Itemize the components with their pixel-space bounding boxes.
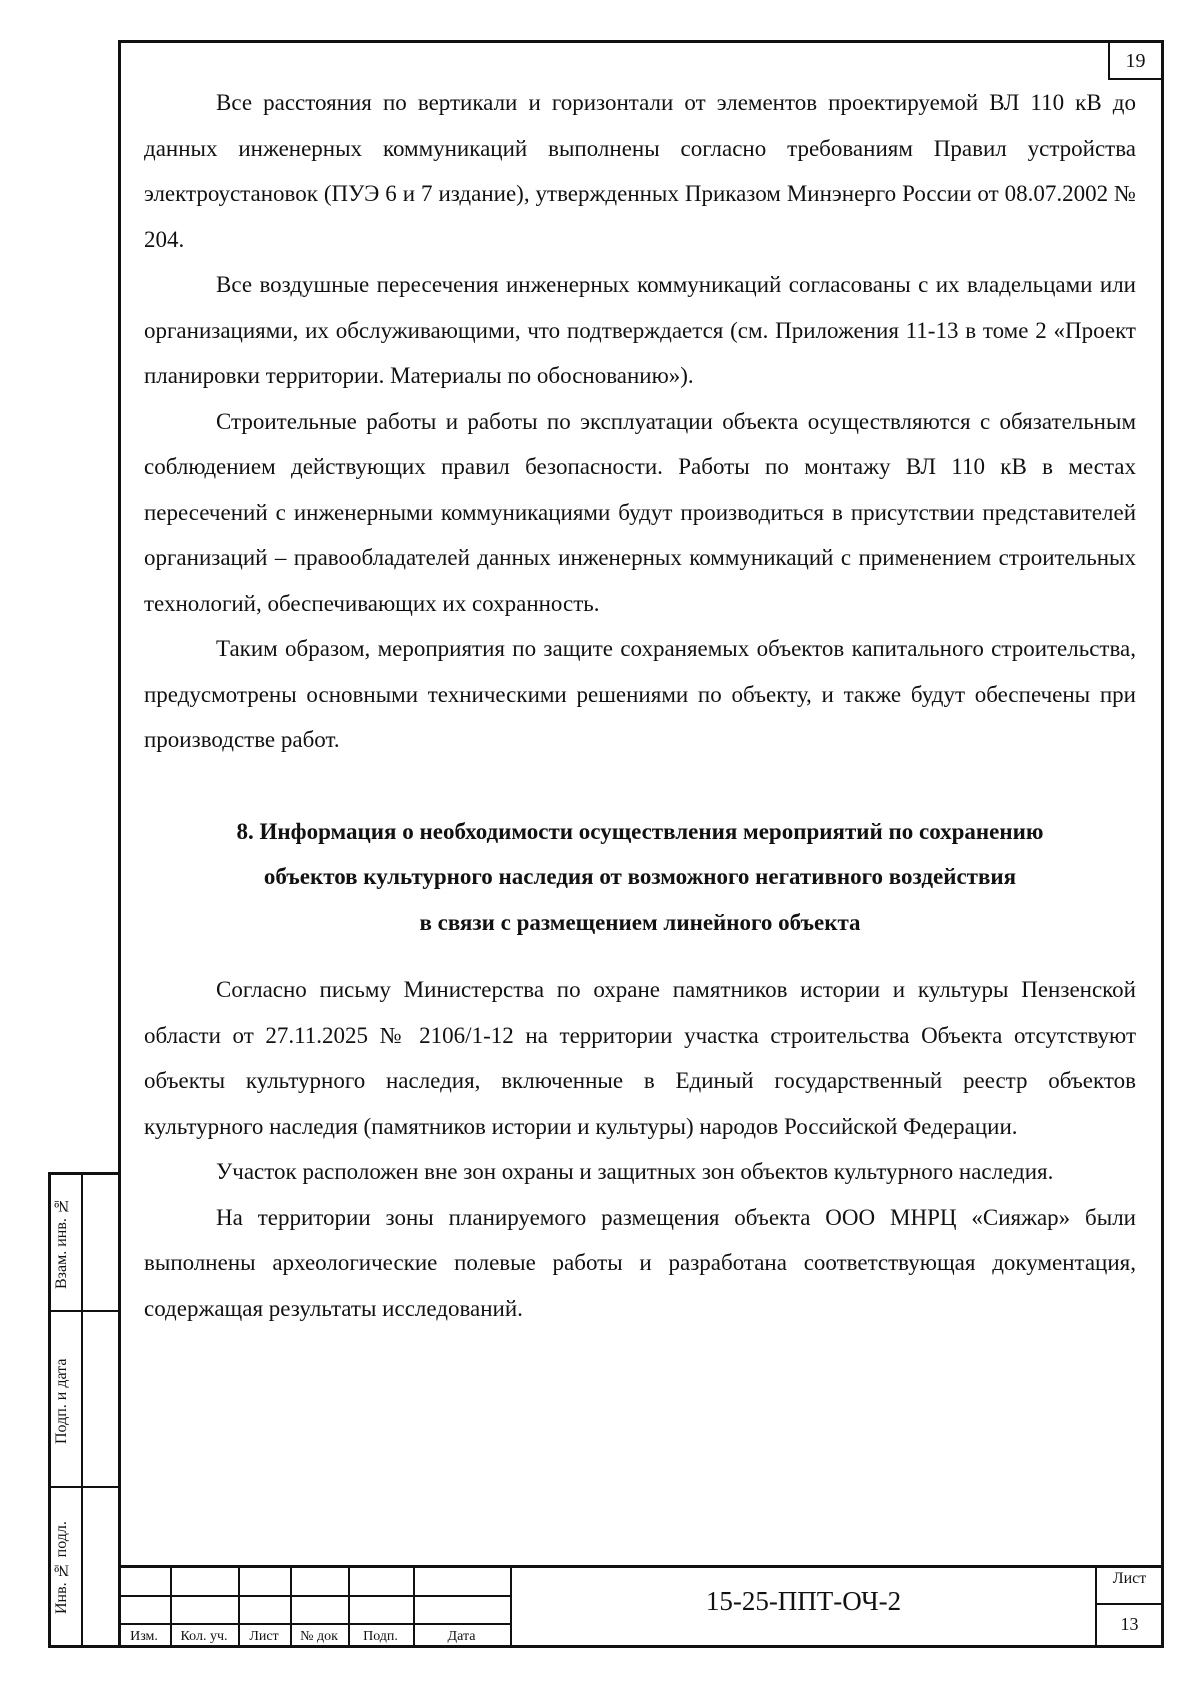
paragraph: Таким образом, мероприятия по защите сохраняемых объектов капитального строительства, предусмотрены основными техническими решениями по объекту, и также будут обеспечены при производстве работ. (144, 636, 1136, 752)
list-label: Лист (249, 1629, 279, 1644)
title-block-line (118, 1595, 512, 1597)
section-heading-line: объектов культурного наследия от возможного негативного воздействия (263, 864, 1017, 889)
title-block (118, 1565, 1164, 1648)
paragraph: На территории зоны планируемого размещения объекта ООО МНРЦ «Сияжар» были выполнены археологические полевые работы и разработана соответствующая документация, содержащая результаты исследований. (144, 1204, 1136, 1321)
title-block-line (1095, 1603, 1164, 1605)
podp-data-label: Подп. и дата (53, 1358, 70, 1444)
section-heading-line: в связи с размещением линейного объекта (419, 909, 861, 935)
izm-label: Изм. (130, 1629, 158, 1644)
document-code: 15-25-ППТ-ОЧ-2 (705, 1586, 902, 1616)
paragraph: Все воздушные пересечения инженерных коммуникаций согласованы с их владельцами или организациями, их обслуживающими, что подтверждается (см. Приложения 11-13 в томе 2 «Проект планировки территории. Материалы по обоснованию»). (144, 272, 1136, 388)
page-number: 19 (1108, 40, 1164, 80)
sheet-label: Лист (1112, 1570, 1147, 1587)
vzam-inv-label: Взам. инв. № (53, 1197, 70, 1290)
side-stamp (48, 1172, 118, 1648)
paragraph: Участок расположен вне зон охраны и защитных зон объектов культурного наследия. (216, 1159, 1054, 1184)
title-block-line (118, 1623, 512, 1625)
paragraph: Строительные работы и работы по эксплуатации объекта осуществляются с обязательным соблюдением действующих правил безопасности. Работы по монтажу ВЛ 110 кВ в местах пересечений с инженерными коммуникациями будут производиться в присутствии представителей организаций – правообладателей данных инженерных коммуникаций с применением строительных технологий, обеспечивающих их сохранность. (144, 408, 1136, 616)
kol-uch-label: Кол. уч. (180, 1629, 228, 1644)
inv-podl-label: Инв. № подл. (53, 1521, 70, 1615)
paragraph: Все расстояния по вертикали и горизонтали от элементов проектируемой ВЛ 110 кВ до данных инженерных коммуникаций выполнены согласно требованиям Правил устройства электроустановок (ПУЭ 6 и 7 издание), утвержденных Приказом Минэнерго России от 08.07.2002 № 204. (144, 90, 1136, 252)
sheet-number: 13 (1120, 1614, 1139, 1634)
document-body (144, 80, 1136, 1331)
data-label: Дата (447, 1629, 476, 1644)
section-heading (144, 809, 1136, 946)
paragraph: Согласно письму Министерства по охране памятников истории и культуры Пензенской области от 27.11.2025 № 2106/1-12 на территории участка строительства Объекта отсутствуют объекты культурного наследия, включенные в Единый государственный реестр объектов культурного наследия (памятников истории и культуры) народов Российской Федерации. (144, 977, 1136, 1139)
podp-label: Подп. (363, 1629, 398, 1644)
section-heading-line: 8. Информация о необходимости осуществления мероприятий по сохранению (236, 818, 1044, 844)
n-dok-label: № док (300, 1629, 338, 1644)
